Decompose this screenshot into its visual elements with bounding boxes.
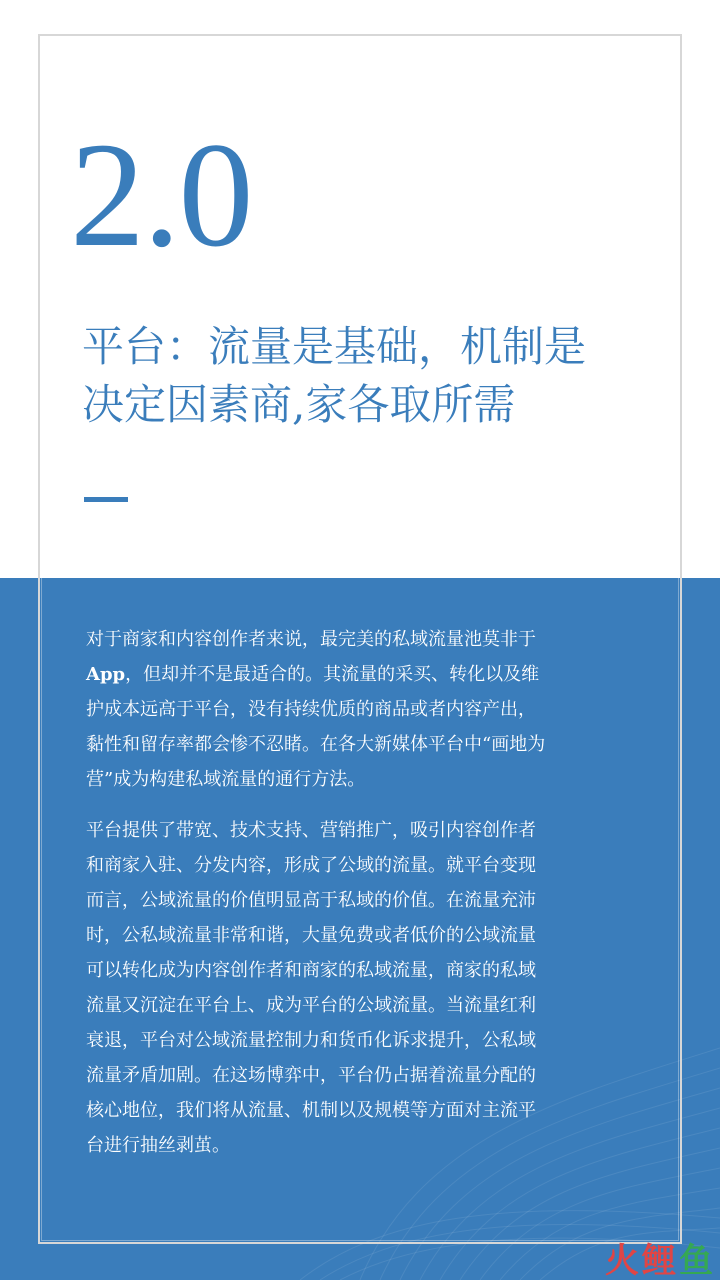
paragraph-1 xyxy=(86,622,638,797)
section-number: 2.0 xyxy=(70,112,252,278)
watermark-char-3: 鱼 xyxy=(679,1241,714,1281)
watermark-logo xyxy=(548,1232,714,1281)
watermark-char-2: 鲤 xyxy=(642,1241,677,1281)
paragraph-2-line: 流量矛盾加剧。在这场博弈中，平台仍占据着流量分配的 xyxy=(86,1065,536,1086)
watermark-char-1: 火 xyxy=(605,1241,640,1281)
paragraph-1-line: 护成本远高于平台，没有持续优质的商品或者内容产出， xyxy=(86,699,536,720)
paragraph-1-line xyxy=(86,657,638,692)
body-text xyxy=(86,622,638,1179)
paragraph-2-line: 可以转化成为内容创作者和商家的私域流量，商家的私域 xyxy=(86,960,536,981)
paragraph-2-line: 平台提供了带宽、技术支持、营销推广，吸引内容创作者 xyxy=(86,820,536,841)
paragraph-1-line: 黏性和留存率都会惨不忍睹。在各大新媒体平台中“画地为 xyxy=(86,734,546,755)
paragraph-2 xyxy=(86,813,638,1163)
paragraph-2-line: 核心地位，我们将从流量、机制以及规模等方面对主流平 xyxy=(86,1100,536,1121)
paragraph-1-line: 对于商家和内容创作者来说，最完美的私域流量池莫非于 xyxy=(86,629,536,650)
paragraph-2-line: 台进行抽丝剥茧。 xyxy=(86,1135,230,1156)
paragraph-2-line: 流量又沉淀在平台上、成为平台的公域流量。当流量红利 xyxy=(86,995,536,1016)
paragraph-2-line: 衰退，平台对公域流量控制力和货币化诉求提升，公私域 xyxy=(86,1030,536,1051)
paragraph-2-line: 而言，公域流量的价值明显高于私域的价值。在流量充沛 xyxy=(86,890,536,911)
title-accent-dash xyxy=(84,497,128,502)
paragraph-1-line: 营”成为构建私域流量的通行方法。 xyxy=(86,769,366,790)
paragraph-2-line: 和商家入驻、分发内容，形成了公域的流量。就平台变现 xyxy=(86,855,536,876)
app-bold-text: App xyxy=(86,664,126,685)
paragraph-2-line: 时，公私域流量非常和谐，大量免费或者低价的公域流量 xyxy=(86,925,536,946)
section-title-line-2: 决定因素商,家各取所需 xyxy=(82,380,516,429)
section-title-line-1: 平台：流量是基础，机制是 xyxy=(82,322,587,371)
paragraph-1-line-rest: ，但却并不是最适合的。其流量的采买、转化以及维 xyxy=(125,664,540,685)
section-title xyxy=(82,318,652,434)
